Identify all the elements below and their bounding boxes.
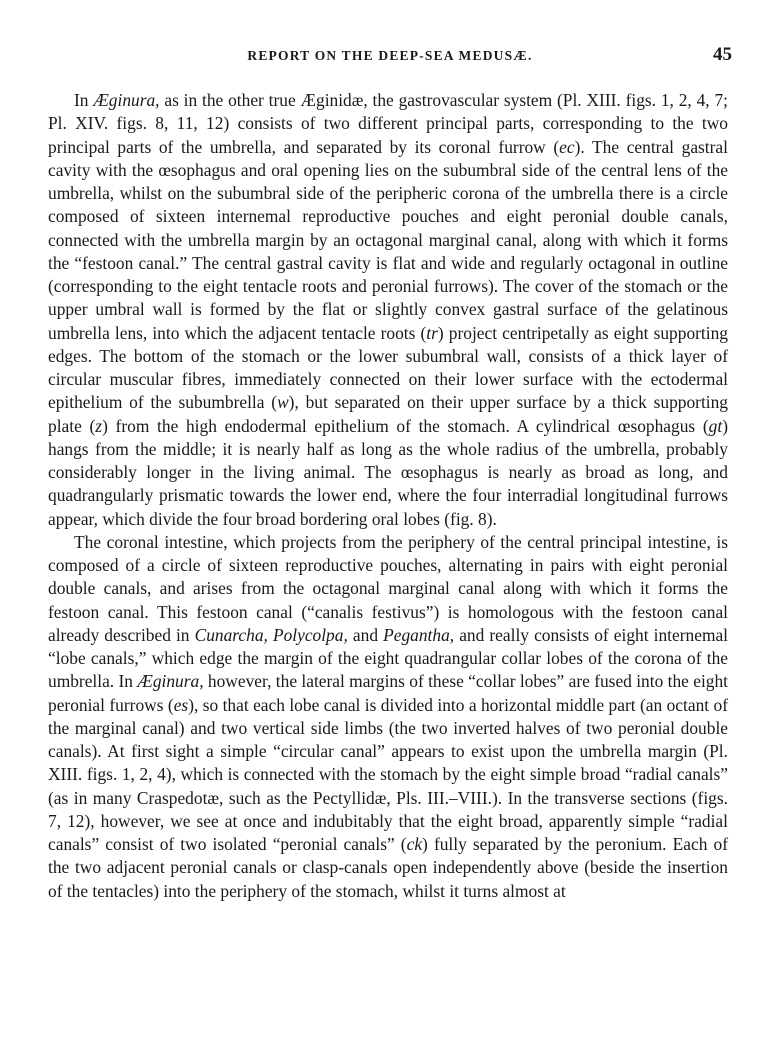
italic-term: Cunarcha, Polycolpa, (194, 624, 348, 645)
text-run: ), but separated on their upper surface by a thick supporting plate ( (48, 392, 728, 436)
text-run: ) hangs from the middle; it is nearly half as long as the whole radius of the umbrella, probably considerably longer in the living animal. The œsophagus is nearly as broad as long, and quadrangularly prismatic towards the lower end, where the four interradial longitudinal furrows appear, which divide the four broad bordering oral lobes (fig. 8). (48, 415, 728, 529)
text-run: ). The central gastral cavity with the œsophagus and oral opening lies on the subumbral side of the central lens of the umbrella, whilst on the subumbral side of the peripheric corona of the umbrella there is a circle composed of sixteen internemal reproductive pouches and eight peronial double canals, connected with the umbrella margin by an octagonal marginal canal, along with which it forms the “festoon canal.” The central gastral cavity is flat and wide and regularly octagonal in outline (corresponding to the eight tentacle roots and peronial furrows). The cover of the stomach or the upper umbral wall is formed by the flat or slightly convex gastral surface of the gelatinous umbrella lens, into which the adjacent tentacle roots ( (48, 136, 728, 343)
text-run: ) from the high endodermal epithelium of the stomach. A cylindrical œsophagus ( (102, 415, 709, 436)
italic-term: ec (559, 136, 575, 157)
body-text (48, 89, 728, 903)
italic-term: gt (708, 415, 723, 436)
page-header (48, 44, 732, 68)
text-run: ) fully separated by the peronium. Each of the two adjacent peronial canals or clasp-canals open independently above (beside the insertion of the tentacles) into the periphery of the stomach, whilst it turns almost at (48, 834, 729, 901)
italic-term: Pegantha, (383, 624, 455, 645)
page-number: 45 (713, 44, 732, 65)
text-run: ) project centripetally as eight supporting edges. The bottom of the stomach or the lower subumbral wall, consists of a thick layer of circular muscular fibres, immediately connected on their lower surface with the ectodermal epithelium of the subumbrella ( (48, 322, 728, 413)
paragraph-gastrovascular-system (48, 89, 728, 531)
italic-term: z (95, 415, 103, 436)
text-run: and really consists of eight internemal “lobe canals,” which edge the margin of the eight quadrangular collar lobes of the corona of the umbrella. In (48, 624, 729, 692)
running-head: REPORT ON THE DEEP-SEA MEDUSÆ. (247, 48, 533, 63)
text-run: ), so that each lobe canal is divided into a horizontal middle part (an octant of the marginal canal) and two vertical side limbs (the two inverted halves of two peronial double canals). At first sight a simple “circular canal” appears to exist upon the umbrella margin (Pl. XIII. figs. 1, 2, 4), which is connected with the stomach by the eight simple broad “radial canals” (as in many Craspedotæ, such as the Pectyllidæ, Pls. III.–VIII.). In the transverse sections (figs. 7, 12), however, we see at once and indubitably that the eight broad, apparently simple “radial canals” consist of two isolated “peronial canals” ( (48, 694, 729, 854)
paragraph-coronal-intestine (48, 531, 728, 903)
text-run: The coronal intestine, which projects from the periphery of the central principal intestine, is composed of a circle of sixteen reproductive pouches, alternating in pairs with eight peronial double canals, and arises from the octagonal marginal canal along with which it forms the festoon canal. This festoon canal (“canalis festivus”) is homologous with the festoon canal already described in (48, 531, 728, 645)
text-run: In (74, 90, 94, 110)
italic-term: w (277, 392, 289, 413)
italic-term: Æginura, (137, 671, 204, 692)
italic-term: es (173, 694, 189, 715)
text-run: as in the other true Æginidæ, the gastrovascular system (Pl. XIII. figs. 1, 2, 4, 7; Pl. XIV. figs. 8, 11, 12) consists of two different principal parts, corresponding to the two principal parts of the umbrella, and separated by its coronal furrow ( (48, 90, 728, 157)
text-run: and (347, 624, 384, 645)
text-run: however, the lateral margins of these “collar lobes” are fused into the eight peronial furrows ( (48, 671, 728, 715)
italic-term: tr (426, 322, 438, 343)
italic-term: Æginura, (93, 90, 160, 110)
italic-term: ck (406, 834, 423, 854)
